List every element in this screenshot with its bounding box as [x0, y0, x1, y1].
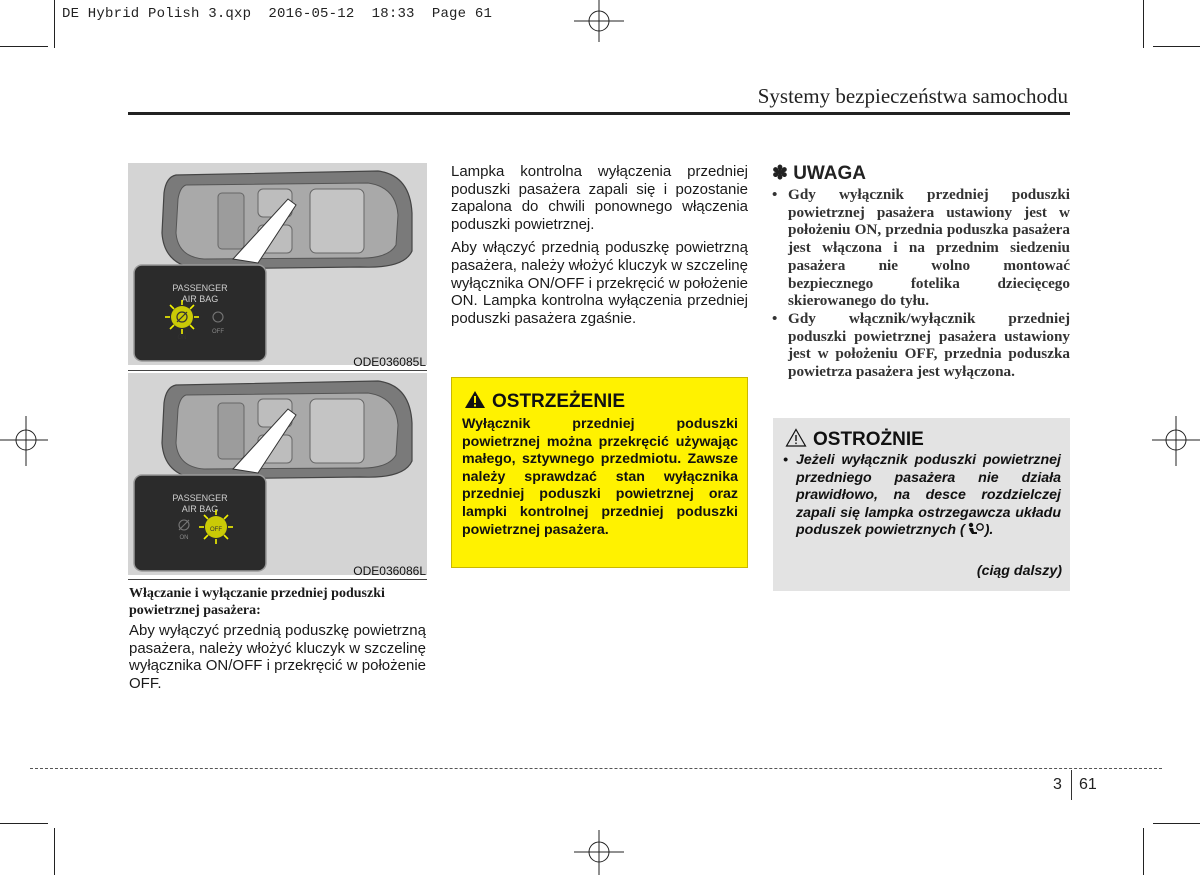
caution-triangle-icon — [785, 428, 807, 447]
caution-item-tail: ). — [984, 522, 994, 539]
figure-switch-on — [128, 163, 427, 365]
page-number: 61 — [1079, 776, 1097, 793]
page-number-divider — [1071, 770, 1072, 800]
section-caption: Włączanie i wyłączanie przedniej poduszki powietrznej pasażera: — [129, 586, 385, 618]
crop-mark — [1153, 46, 1200, 47]
warning-box — [451, 377, 748, 568]
panel-label-airbag: AIR BAG — [181, 294, 219, 304]
figure-separator — [128, 579, 427, 580]
caution-heading — [785, 428, 924, 451]
on-label: ON — [177, 335, 187, 341]
registration-mark-bottom — [570, 830, 630, 875]
registration-mark-top — [570, 0, 630, 48]
crop-mark — [54, 828, 55, 875]
crop-mark — [54, 0, 55, 48]
notice-item-text: Gdy włącznik/wyłącznik przedniej poduszki powietrznej pasażera ustawiony jest w położeniu OFF, przednia poduszka powietrza pasażera jest wyłączona. — [788, 309, 1070, 381]
list-item: • Jeżeli wyłącznik poduszki powietrznej przedniego pasażera nie działa prawidłowo, na desce rozdzielczej zapali się lampka ostrzegawcza układu poduszek powietrznych ( ). — [783, 452, 1061, 539]
caution-title: OSTROŻNIE — [813, 429, 924, 450]
list-item: • Gdy wyłącznik przedniej poduszki powietrznej pasażera ustawiony jest w położeniu ON, przednia poduszka pasażera jest włączona i na przednim siedzeniu pasażera nie wolno montować bezpiecznego fotelika dziecięcego skierowanego do tyłu. — [772, 186, 1070, 310]
left-body-paragraph: Aby wyłączyć przednią poduszkę powietrzną pasażera, należy włożyć kluczyk w szczelinę wyłącznika ON/OFF i przekręcić w położenie OFF. — [129, 622, 426, 692]
section-title: Systemy bezpieczeństwa samochodu — [757, 84, 1068, 108]
panel-label-passenger: PASSENGER — [172, 493, 228, 503]
figure-code: ODE036085L — [353, 355, 426, 369]
figure-code: ODE036086L — [353, 564, 426, 578]
print-slug: DE Hybrid Polish 3.qxp 2016-05-12 18:33 Page 61 — [62, 6, 493, 22]
panel-label-airbag: AIR BAG — [181, 504, 219, 514]
notice-list — [772, 186, 1070, 381]
crop-mark — [0, 823, 48, 824]
crop-mark — [1153, 823, 1200, 824]
notice-symbol: ✽ — [772, 163, 788, 184]
footer-dashed-rule — [30, 768, 1162, 769]
car-interior-illustration — [128, 373, 427, 575]
registration-mark-left — [0, 412, 48, 472]
figure-switch-off — [128, 373, 427, 575]
crop-mark — [1143, 0, 1144, 48]
off-label: OFF — [212, 329, 224, 335]
caution-item-text: Jeżeli wyłącznik poduszki powietrznej przedniego pasażera nie działa prawidłowo, na desce rozdzielczej zapali się lampka ostrzegawcza układu poduszek powietrznych ( — [796, 452, 1061, 539]
caution-box — [773, 418, 1070, 591]
notice-title: UWAGA — [793, 163, 867, 184]
registration-mark-right — [1152, 412, 1200, 472]
warning-title: OSTRZEŻENIE — [492, 391, 626, 412]
paragraph: Aby włączyć przednią poduszkę powietrzną pasażera, należy włożyć kluczyk w szczelinę wyłącznika ON/OFF i przekręcić w położenie ON. Lampka kontrolna wyłączenia przedniej poduszki pasażera zgaśnie. — [451, 239, 748, 327]
middle-text — [451, 163, 748, 333]
warning-heading — [464, 390, 625, 413]
crop-mark — [1143, 828, 1144, 875]
notice-item-text: Gdy wyłącznik przedniej poduszki powietrznej pasażera ustawiony jest w położeniu ON, przednia poduszka pasażera jest włączona i na przednim siedzeniu pasażera nie wolno montować bezpiecznego fotelika dziecięcego skierowanego do tyłu. — [788, 186, 1070, 310]
warning-triangle-icon — [464, 390, 486, 409]
header-rule — [128, 112, 1070, 115]
off-label: OFF — [210, 527, 222, 533]
continued-label: (ciąg dalszy) — [976, 563, 1062, 579]
paragraph: Lampka kontrolna wyłączenia przedniej poduszki pasażera zapali się i pozostanie zapalona do chwili ponownego włączenia poduszki powietrznej. — [451, 163, 748, 233]
crop-mark — [0, 46, 48, 47]
list-item: • Gdy włącznik/wyłącznik przedniej poduszki powietrznej pasażera ustawiony jest w położeniu OFF, przednia poduszka powietrza pasażera jest wyłączona. — [772, 309, 1070, 381]
airbag-warning-icon — [965, 522, 985, 536]
warning-text: Wyłącznik przedniej poduszki powietrznej można przekręcić używając małego, sztywnego przedmiotu. Zawsze należy sprawdzać stan wyłącznika przedniej poduszki powietrznej oraz lampki kontrolnej przedniej poduszki powietrznej pasażera. — [462, 416, 738, 538]
panel-label-passenger: PASSENGER — [172, 283, 228, 293]
figure-separator — [128, 370, 427, 371]
car-interior-illustration — [128, 163, 427, 365]
section-number: 3 — [1053, 776, 1062, 793]
notice-heading — [772, 162, 866, 185]
on-label: ON — [179, 535, 189, 541]
